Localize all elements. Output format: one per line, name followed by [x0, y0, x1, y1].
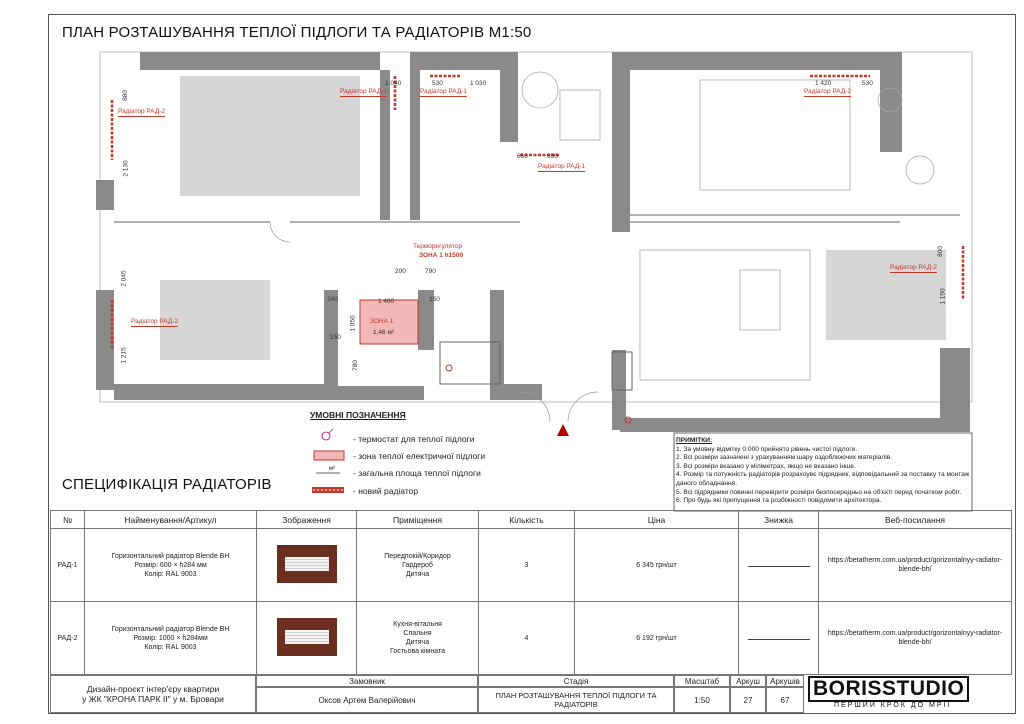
- row-id: РАД-2: [51, 602, 85, 675]
- name-line: Колір: RAL 9003: [144, 643, 197, 651]
- row-id: РАД-1: [51, 529, 85, 602]
- row-image: [257, 529, 357, 602]
- room-line: Дитяча: [405, 570, 430, 578]
- row-qty: 3: [479, 529, 575, 602]
- dimension: 1 030: [470, 80, 487, 87]
- row-name: [85, 602, 257, 675]
- project-cell: [50, 675, 256, 713]
- zone-name: ЗОНА 1: [370, 318, 394, 325]
- sheet-value: 27: [730, 687, 766, 713]
- row-rooms: [357, 529, 479, 602]
- legend-title: УМОВНІ ПОЗНАЧЕННЯ: [310, 410, 406, 420]
- name-line: Горизонтальний радіатор Blende BH: [111, 625, 230, 633]
- legend-item-area: - загальна площа теплої підлоги: [353, 468, 481, 478]
- legend-area-symbol: м²: [329, 466, 336, 472]
- client-label: Замовник: [256, 675, 478, 687]
- link-line[interactable]: https://betatherm.com.ua/product/gorizontalnyy-radiator-: [827, 557, 1003, 564]
- legend-item-radiator: - новий радіатор: [353, 486, 419, 496]
- client-name: Оксов Артем Валерійович: [256, 687, 478, 713]
- dimension: 530: [432, 80, 443, 87]
- dimension: 800: [936, 246, 944, 257]
- dimension: 200: [395, 268, 406, 275]
- header-number: №: [51, 511, 85, 529]
- dimension: 780: [351, 360, 359, 371]
- sheet-label: Аркуш: [730, 675, 766, 687]
- stage-label: Стадія: [478, 675, 674, 687]
- radiator-label: Радіатор РАД-1: [340, 88, 388, 95]
- link-line[interactable]: blende-bh/: [898, 566, 932, 573]
- link-line[interactable]: blende-bh/: [898, 639, 932, 646]
- sheets-value: 67: [766, 687, 804, 713]
- note-item: 3. Всі розміри вказано у міліметрах, якщо не вказано інше.: [676, 462, 856, 470]
- name-line: Розмір: 600 × h284 мм: [134, 561, 207, 569]
- dimension: 1 215: [120, 347, 128, 364]
- name-line: Колір: RAL 9003: [144, 570, 197, 578]
- row-link[interactable]: [819, 529, 1012, 602]
- row-discount: [739, 602, 819, 675]
- sheets-label: Аркушів: [766, 675, 804, 687]
- header-image: Зображення: [257, 511, 357, 529]
- row-name: [85, 529, 257, 602]
- header-name: Найменування/Артикул: [85, 511, 257, 529]
- dimension: 1 050: [349, 315, 357, 332]
- room-line: Гардероб: [402, 561, 433, 569]
- notes-block: [676, 437, 972, 506]
- room-line: Дитяча: [405, 639, 430, 646]
- name-line: Горизонтальний радіатор Blende BH: [111, 552, 230, 560]
- thermostat-label: Терморегулятор: [413, 243, 463, 250]
- note-item: 2. Всі розміри зазначені з урахуванням шару оздоблюючих матеріалів.: [676, 454, 893, 462]
- radiator-label: Радіатор РАД-2: [131, 318, 179, 325]
- dimension: 790: [425, 268, 436, 275]
- radiator-label: Радіатор РАД-2: [890, 264, 938, 271]
- note-item: 6. Про будь які припущення та розбіжності повідомити архітектора.: [676, 497, 882, 505]
- header-price: Ціна: [575, 511, 739, 529]
- radiator-label: Радіатор РАД-1: [538, 163, 586, 170]
- dimension: 650: [517, 153, 528, 160]
- plan-title: ПЛАН РОЗТАШУВАННЯ ТЕПЛОЇ ПІДЛОГИ ТА РАДІАТОРІВ М1:50: [62, 24, 532, 41]
- header-discount: Знижка: [739, 511, 819, 529]
- dimension: 2 045: [120, 270, 128, 287]
- dimension: 530: [862, 80, 873, 87]
- notes-title: ПРИМІТКИ:: [676, 437, 713, 444]
- stage-value: ПЛАН РОЗТАШУВАННЯ ТЕПЛОЇ ПІДЛОГИ ТА РАДІАТОРІВ: [478, 687, 674, 713]
- dimension: 880: [121, 90, 129, 101]
- radiator-label: Радіатор РАД-1: [420, 88, 468, 95]
- radiator-image: [277, 618, 337, 656]
- row-discount: [739, 529, 819, 602]
- spec-header-row: [51, 511, 1012, 529]
- dimension: 1 150: [939, 288, 947, 305]
- scale-label: Масштаб: [674, 675, 730, 687]
- dimension: 150: [429, 296, 440, 303]
- radiator-label: Радіатор РАД-2: [804, 88, 852, 95]
- legend-item-thermostat: - термостат для теплої підлоги: [353, 434, 475, 444]
- discount-dash: [748, 566, 810, 567]
- header-qty: Кількість: [479, 511, 575, 529]
- row-link[interactable]: [819, 602, 1012, 675]
- scale-value: 1:50: [674, 687, 730, 713]
- room-line: Передпокій/Коридор: [384, 552, 451, 560]
- legend-item-zone: - зона теплої електричної підлоги: [353, 451, 486, 461]
- row-price: 6 345 грн/шт: [575, 529, 739, 602]
- logo-slogan: ПЕРШИЙ КРОК ДО МРІЇ: [834, 702, 952, 709]
- studio-logo: [804, 675, 1014, 713]
- radiator-image: [277, 545, 337, 583]
- room-line: Спальня: [403, 630, 432, 637]
- table-row: [51, 529, 1012, 602]
- zone-height-label: ЗОНА 1 h1500: [419, 252, 464, 259]
- dimension: 2 130: [122, 160, 130, 177]
- spec-table: [50, 510, 1012, 675]
- dimension: 650: [547, 153, 558, 160]
- table-row: [51, 602, 1012, 675]
- dimension: 150: [330, 334, 341, 341]
- spec-title: СПЕЦИФІКАЦІЯ РАДІАТОРІВ: [62, 476, 272, 493]
- discount-dash: [748, 639, 810, 640]
- logo-name: BORISSTUDIO: [808, 676, 969, 702]
- project-name: Дизайн-проєкт інтер'єру квартири: [86, 684, 220, 694]
- note-item: 5. Всі підрядники повинні перевірити розміри безпосередньо на об'єкті перед початком робіт.: [676, 488, 962, 496]
- dimension: 1 460: [378, 298, 395, 305]
- zone-area: 1,46 м²: [373, 329, 395, 336]
- row-rooms: [357, 602, 479, 675]
- link-line[interactable]: https://betatherm.com.ua/product/gorizontalnyy-radiator-: [827, 630, 1003, 637]
- room-line: Кухня-вітальня: [393, 621, 442, 628]
- row-price: 6 192 грн/шт: [575, 602, 739, 675]
- radiator-label: Радіатор РАД-2: [118, 108, 166, 115]
- dimension: 240: [327, 296, 338, 303]
- header-link: Веб-посилання: [819, 511, 1012, 529]
- note-item: 4. Розмір та потужність радіаторів розрахоувє підрядник, відповідальний за поставку та монтаж даного обладнання.: [676, 471, 970, 487]
- dimension: 1 040: [385, 80, 402, 87]
- name-line: Розмір: 1000 × h284мм: [133, 634, 208, 642]
- dimension: 1 420: [815, 80, 832, 87]
- room-line: Гостьова кімната: [390, 648, 445, 655]
- row-qty: 4: [479, 602, 575, 675]
- header-room: Приміщення: [357, 511, 479, 529]
- row-image: [257, 602, 357, 675]
- project-location: у ЖК "КРОНА ПАРК ІІ" у м. Бровари: [82, 694, 224, 704]
- note-item: 1. За умовну відмітку 0.000 прийнято рівень чистої підлоги.: [676, 445, 858, 453]
